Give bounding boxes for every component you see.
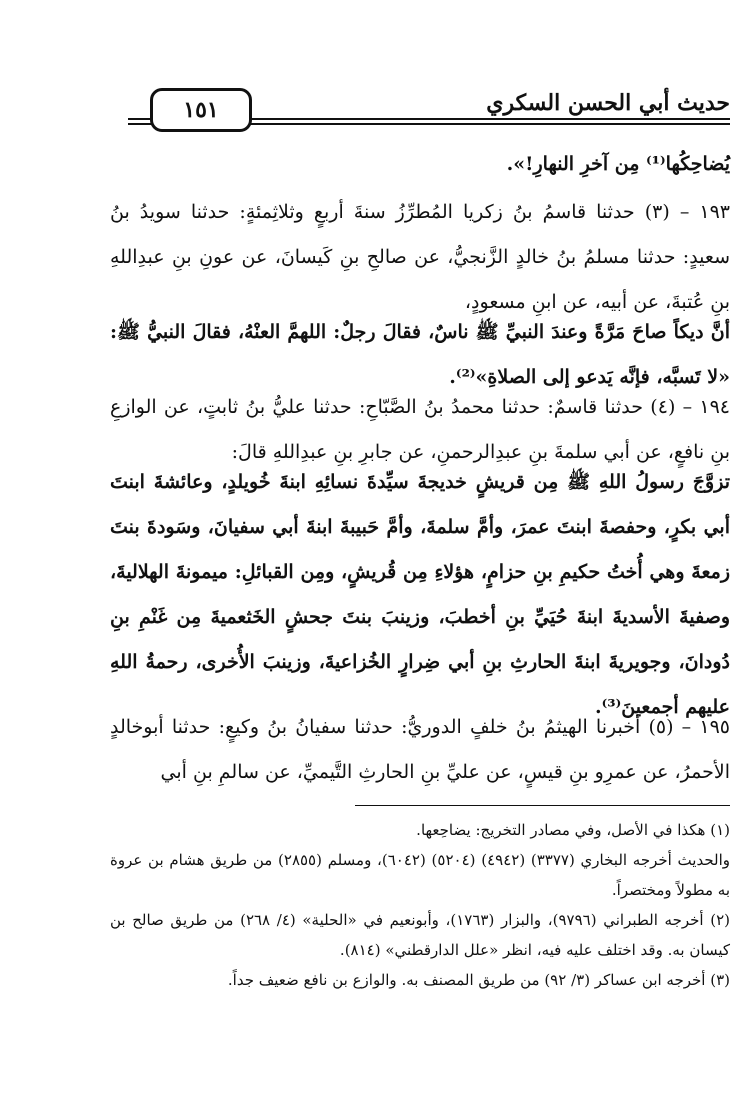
footnote-1: (١) هكذا في الأصل، وفي مصادر التخريج: يضاحِعها. [416,821,730,839]
page-number: ١٥١ [150,88,252,132]
paragraph-1: يُضاحِكُها⁽¹⁾ مِن آخرِ النهارِ!». [506,153,730,175]
paragraph-6: ١٩٥ – (٥) أخبرنا الهيثمُ بنُ خلفٍ الدوريُّ: حدثنا سفيانُ بنُ وكيعٍ: حدثنا أبوخالدٍ الأحمرُ، عن عمرِو بنِ قيسٍ، عن عليِّ بنِ الحارثِ التَّيميِّ، عن سالمِ بنِ أبي [110,716,730,783]
matn-194 [110,460,730,730]
main-text [110,142,730,187]
hadith-195 [110,705,730,795]
paragraph-3: أنَّ ديكاً صاحَ مَرَّةً وعندَ النبيِّ ﷺ ناسٌ، فقالَ رجلٌ: اللهمَّ العنْهُ، فقالَ النبيُّ ﷺ: «لا تَسبَّه، فإنَّه يَدعو إلى الصلاةِ»⁽²⁾. [110,321,730,388]
hadith-193 [110,190,730,325]
footnote-1-continued: والحديث أخرجه البخاري (٣٣٧٧) (٤٩٤٢) (٥٢٠٤) (٦٠٤٢)، ومسلم (٢٨٥٥) من طريق هشام بن عروة به مطولاً ومختصراً. [110,851,730,899]
footnote-2: (٢) أخرجه الطبراني (٩٧٩٦)، والبزار (١٧٦٣)، وأبونعيم في «الحلية» (٤/ ٢٦٨) من طريق صالح بن كيسان به. وقد اختلف عليه فيه، انظر «علل الدارقطني» (٨١٤). [110,911,731,959]
paragraph-5: تزوَّجَ رسولُ اللهِ ﷺ مِن قريشٍ خديجةَ سيِّدةَ نسائِهِ ابنةَ خُويلدٍ، وعائشةَ ابنتَ أبي بكرٍ، وحفصةَ ابنتَ عمرَ، وأمَّ سلمةَ، وأمَّ حَبيبةَ ابنةَ أبي سفيانَ، وسَودةَ بنتَ زمعةَ وهي أُختُ حكيمِ بنِ حزامٍ، هؤلاءِ مِن قُريشٍ، ومِن القبائلِ: ميمونةَ الهلاليةَ، وصفيةَ الأسديةَ ابنةَ حُيَيِّ بنِ أخطبَ، وزينبَ بنتَ جحشٍ الخَثعميةَ مِن غَنْمِ بنِ دُودانَ، وجويريةَ ابنةَ الحارثِ بنِ أبي ضِرارٍ الخُزاعيةَ، وزينبَ الأُخرى، رحمةُ اللهِ عليهم أجمعينَ⁽³⁾. [110,471,730,718]
paragraph-4: ١٩٤ – (٤) حدثنا قاسمٌ: حدثنا محمدُ بنُ الصَّبّاحِ: حدثنا عليُّ بنُ ثابتٍ، عن الوازعِ بنِ نافعٍ، عن أبي سلمةَ بنِ عبدِالرحمنِ، عن جابرِ بنِ عبدِاللهِ قالَ: [110,396,730,463]
paragraph-2: ١٩٣ – (٣) حدثنا قاسمُ بنُ زكريا المُطرِّزُ سنةَ أربعٍ وثلاثِمئةٍ: حدثنا سويدُ بنُ سعيدٍ: حدثنا مسلمُ بنُ خالدٍ الزَّنجيُّ، عن صالحِ بنِ كَيسانَ، عن عونِ بنِ عبدِاللهِ بنِ عُتبةَ، عن أبيه، عن ابنِ مسعودٍ، [110,201,730,313]
footnotes [110,815,730,995]
footnote-3: (٣) أخرجه ابن عساكر (٣/ ٩٢) من طريق المصنف به. والوازع بن نافع ضعيف جداً. [227,971,730,989]
running-title: حديث أبي الحسن السكري [486,90,730,116]
page-header [128,88,730,132]
footnote-separator [355,805,730,806]
